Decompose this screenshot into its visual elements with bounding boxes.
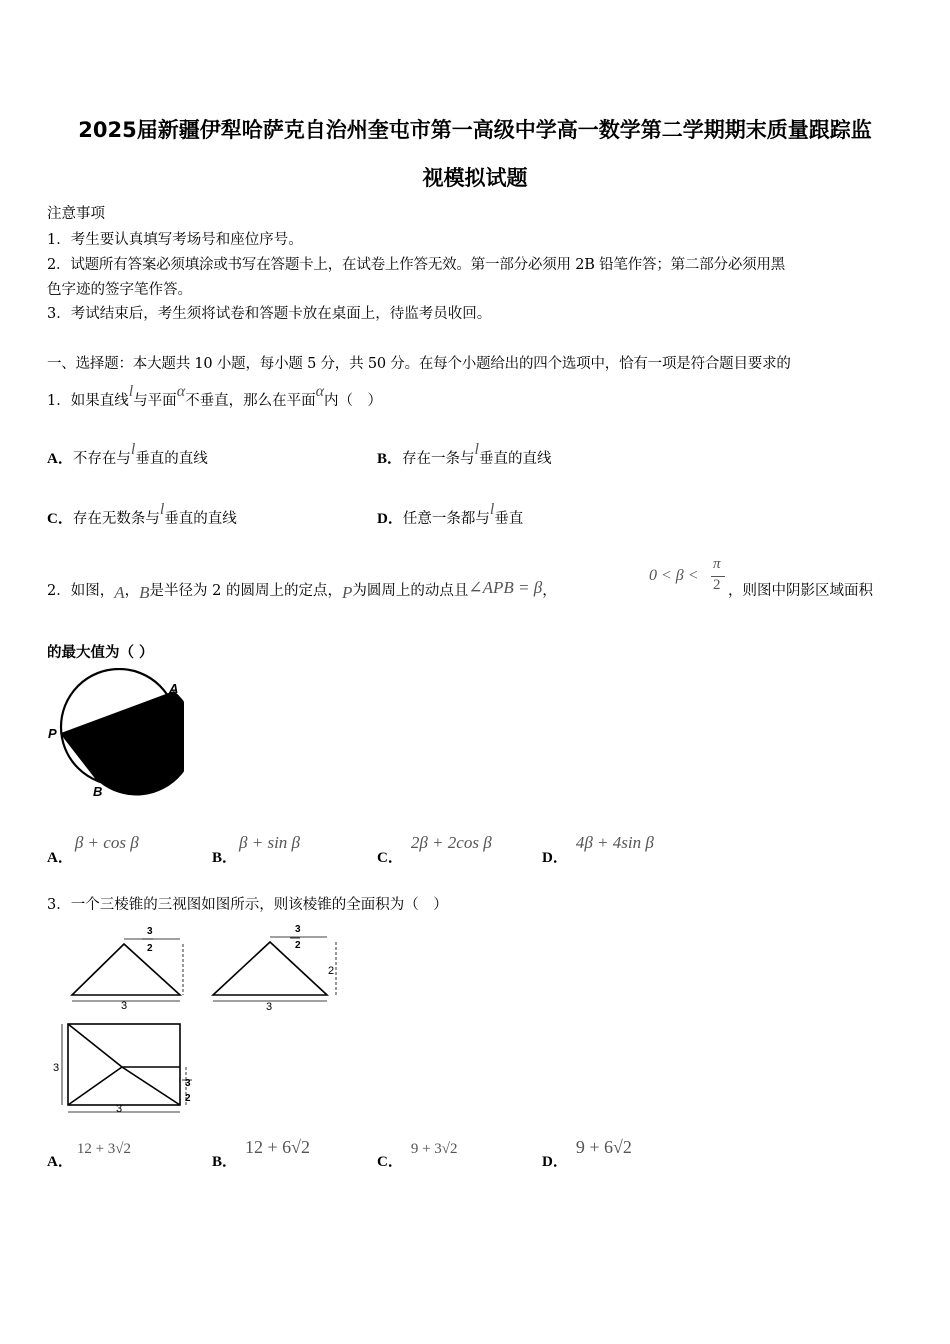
q2-range [649,556,729,604]
q2-pi: π [713,556,721,572]
q3-number: 3． [47,897,71,913]
q1-option-b[interactable] [377,441,552,468]
q1-plane-alpha-2: α [315,383,324,400]
top-view-line-3 [68,1067,122,1105]
notice-item-1: 1．考生要认真填写考场号和座位序号。 [47,232,303,248]
q3-option-a[interactable] [47,1137,132,1170]
q2-comma-2: ， [542,583,557,599]
option-label: C． [377,1154,403,1170]
q3-three-view-figure [52,920,352,1120]
section-heading: 一、选择题：本大题共 10 小题，每小题 5 分，共 50 分。在每个小题给出的四个选项中，恰有一项是符合题目要求的 [47,356,791,372]
option-value: 12 + 3√2 [76,1141,132,1157]
front-half-num: 3 [147,926,153,937]
top-view-line-1 [68,1024,122,1067]
q3-option-c[interactable] [377,1137,458,1170]
notice-item-3: 3．考试结束后，考生须将试卷和答题卡放在桌面上，待监考员收回。 [47,306,492,322]
option-value: 4β + 4sin β [575,833,654,852]
q2-denominator: 2 [713,577,721,593]
front-view-triangle [72,944,180,995]
option-text: 垂直的直线 [164,511,237,527]
q3-text: 一个三棱锥的三视图如图所示，则该棱锥的全面积为（ ） [70,897,448,913]
option-label: B． [377,451,403,467]
option-value: 12 + 6√2 [245,1137,311,1157]
q2-text-4: ，则图中阴影区域面积 [728,583,873,599]
q2-option-c[interactable] [377,832,492,866]
q3-option-b[interactable] [212,1137,311,1170]
side-half-den: 2 [295,940,301,951]
top-half-den: 2 [185,1093,191,1104]
option-label: D． [542,1154,568,1170]
q1-text-1: 如果直线 [70,393,129,409]
option-value: β + cos β [74,833,139,852]
option-text: 垂直的直线 [478,451,552,467]
top-height-label: 3 [53,1062,60,1074]
q2-option-d[interactable] [542,832,654,866]
q1-plane-alpha: α [176,383,186,400]
line-l: l [130,441,136,458]
label-p: P [48,726,57,741]
option-label: B． [212,850,238,866]
q1-option-c[interactable] [47,501,237,528]
line-l: l [159,501,165,518]
option-label: A． [47,850,73,866]
line-l: l [474,441,479,458]
q1-option-a[interactable] [47,441,208,468]
q3-stem [47,893,448,914]
q2-range-left: 0 < β < [649,567,699,584]
option-value: 2β + 2cos β [410,833,492,852]
q2-point-a: A [114,583,125,602]
shaded-region [61,691,184,795]
q1-text-4: 内（ ） [324,393,382,409]
option-label: B． [212,1154,238,1170]
option-text: 不存在与 [72,451,131,467]
label-b: B [93,784,103,799]
q1-line-l: l [128,383,134,400]
option-text: 垂直的直线 [135,451,208,467]
top-base-label: 3 [116,1103,123,1115]
exam-title-line2: 视模拟试题 [422,166,528,190]
option-label: D． [542,850,568,866]
notice-item-2-cont: 色字迹的签字笔作答。 [47,282,192,298]
q2-text-5: 的最大值为（ ） [47,644,154,661]
option-text: 存在一条与 [402,451,475,467]
q2-angle: ∠APB = β [468,578,543,597]
q2-point-b: B [139,583,150,602]
q1-number: 1． [47,393,71,409]
notice-item-2: 2．试题所有答案必须填涂或书写在答题卡上，在试卷上作答无效。第一部分必须用 2B 铅笔作答；第二部分必须用黑 [47,257,786,273]
side-base-label: 3 [266,1001,273,1013]
front-base-label: 3 [121,1000,128,1012]
q2-circle-figure [44,668,184,800]
option-text: 任意一条都与 [402,511,490,527]
notice-heading: 注意事项 [47,206,105,222]
side-view-triangle [213,942,327,995]
option-label: C． [47,511,73,527]
option-label: A． [47,1154,73,1170]
side-height-label: 2 [328,965,335,977]
q2-number: 2． [47,583,71,599]
q2-option-b[interactable] [212,832,301,866]
exam-title-line1: 2025届新疆伊犁哈萨克自治州奎屯市第一高级中学高一数学第二学期期末质量跟踪监 [78,118,872,142]
label-a: A [169,681,179,696]
q1-stem [47,383,382,410]
q2-comma: ， [124,583,140,599]
q2-stem [47,579,557,600]
option-text: 垂直 [494,511,524,527]
q2-option-a[interactable] [47,832,139,866]
option-value: 9 + 3√2 [410,1141,458,1157]
q2-text-2: 是半径为 2 的圆周上的定点， [149,583,342,599]
front-half-den: 2 [147,943,153,954]
q3-option-d[interactable] [542,1137,632,1170]
q1-text-3: 不垂直，那么在平面 [185,393,316,409]
q1-option-d[interactable] [377,501,524,528]
line-l: l [489,501,495,518]
top-half-num: 3 [185,1078,191,1089]
option-value: 9 + 6√2 [575,1137,632,1157]
option-value: β + sin β [239,833,301,852]
option-label: D． [377,511,403,527]
top-view-line-2 [122,1067,180,1105]
q2-text-1: 如图， [70,583,115,599]
q2-text-3: 为圆周上的动点且 [352,583,469,599]
q2-point-p: P [341,583,353,602]
q1-text-2: 与平面 [133,393,177,409]
option-text: 存在无数条与 [72,511,160,527]
option-label: C． [377,850,403,866]
side-half-num: 3 [295,924,301,935]
option-label: A． [47,451,73,467]
